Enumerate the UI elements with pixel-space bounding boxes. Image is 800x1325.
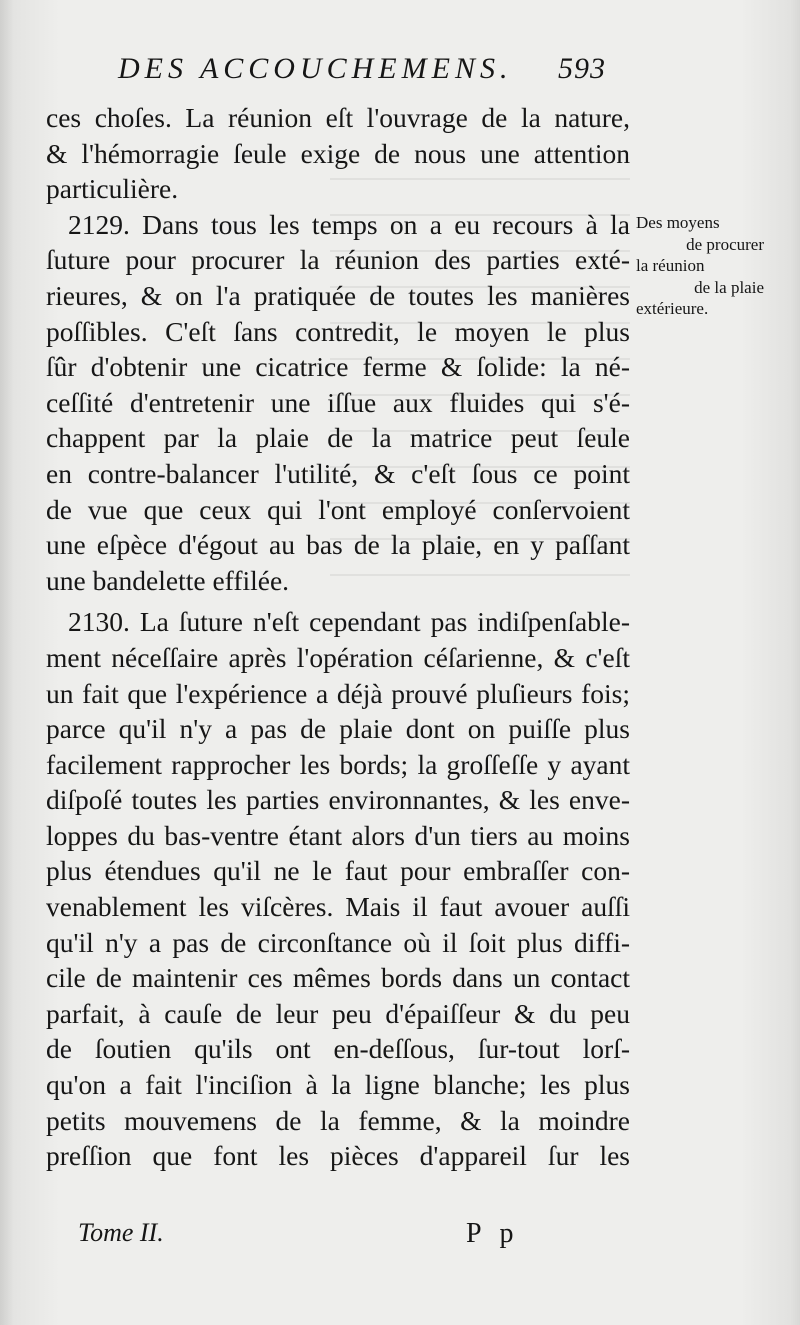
text-line: venablement les viſcères. Mais il faut avouer auſſi xyxy=(46,891,630,923)
margin-note-line: de la plaie xyxy=(694,277,764,297)
text-line: une bandelette effilée. xyxy=(46,564,290,596)
text-line: ces choſes. La réunion eſt l'ouvrage de la nature, xyxy=(46,102,630,133)
paragraph-2129-start: 2129. Dans tous les temps on a eu recours à la xyxy=(68,208,630,240)
margin-note xyxy=(636,212,764,320)
text-line: cile de maintenir ces mêmes bords dans un contact xyxy=(46,962,630,994)
text-line: poſſibles. C'eſt ſans contredit, le moyen le plus xyxy=(46,315,630,347)
text-line: qu'on a fait l'inciſion à la ligne blanche; les plus xyxy=(46,1069,630,1101)
text-line: plus étendues qu'il ne le faut pour embraſſer con- xyxy=(46,855,630,887)
text-line: ſuture pour procurer la réunion des parties exté- xyxy=(46,244,630,276)
text-line: chappent par la plaie de la matrice peut ſeule xyxy=(46,422,630,454)
text-line: ment néceſſaire après l'opération céſarienne, & c'eſt xyxy=(46,641,630,673)
page-number: 593 xyxy=(558,52,606,85)
text-line: parfait, à cauſe de leur peu d'épaiſſeur & du peu xyxy=(46,997,630,1029)
page-footer xyxy=(78,1218,538,1258)
margin-note-line: extérieure. xyxy=(636,299,709,318)
margin-note-line: la réunion xyxy=(636,256,705,275)
text-line: facilement rapprocher les bords; la groſſeſſe y ayant xyxy=(46,748,630,780)
text-line: de ſoutien qu'ils ont en-deſſous, ſur-tout lorſ- xyxy=(46,1033,630,1065)
text-line: une eſpèce d'égout au bas de la plaie, en y paſſant xyxy=(46,529,630,561)
text-line: preſſion que font les pièces d'appareil ſur les xyxy=(46,1140,630,1172)
signature-mark: P p xyxy=(466,1218,520,1249)
text-line: de vue que ceux qui l'ont employé conſervoient xyxy=(46,493,630,525)
text-line: & l'hémorragie ſeule exige de nous une attention xyxy=(46,137,630,169)
margin-note-line: de procurer xyxy=(686,234,764,254)
running-title: DES ACCOUCHEMENS. xyxy=(118,52,513,85)
text-line: rieures, & on l'a pratiquée de toutes les manières xyxy=(46,279,630,311)
volume-label: Tome II. xyxy=(78,1218,164,1247)
paragraph-2130-start: 2130. La ſuture n'eſt cependant pas indiſpenſable- xyxy=(68,606,630,638)
main-text-block xyxy=(46,100,630,1174)
text-line: ſûr d'obtenir une cicatrice ferme & ſolide: la né- xyxy=(46,351,630,383)
text-line: parce qu'il n'y a pas de plaie dont on puiſſe plus xyxy=(46,713,630,745)
text-line: en contre-balancer l'utilité, & c'eſt ſous ce point xyxy=(46,457,630,489)
text-line: loppes du bas-ventre étant alors d'un tiers au moins xyxy=(46,819,630,851)
page-header xyxy=(118,52,618,92)
text-line: diſpoſé toutes les parties environnantes, & les enve- xyxy=(46,784,630,816)
text-line: un fait que l'expérience a déjà prouvé pluſieurs fois; xyxy=(46,677,630,709)
text-line: qu'il n'y a pas de circonſtance où il ſoit plus diffi- xyxy=(46,926,630,958)
text-line: particulière. xyxy=(46,173,179,205)
text-line: petits mouvemens de la femme, & la moindre xyxy=(46,1104,630,1136)
text-line: ceſſité d'entretenir une iſſue aux fluides qui s'é- xyxy=(46,386,630,418)
margin-note-line: Des moyens xyxy=(636,213,720,232)
